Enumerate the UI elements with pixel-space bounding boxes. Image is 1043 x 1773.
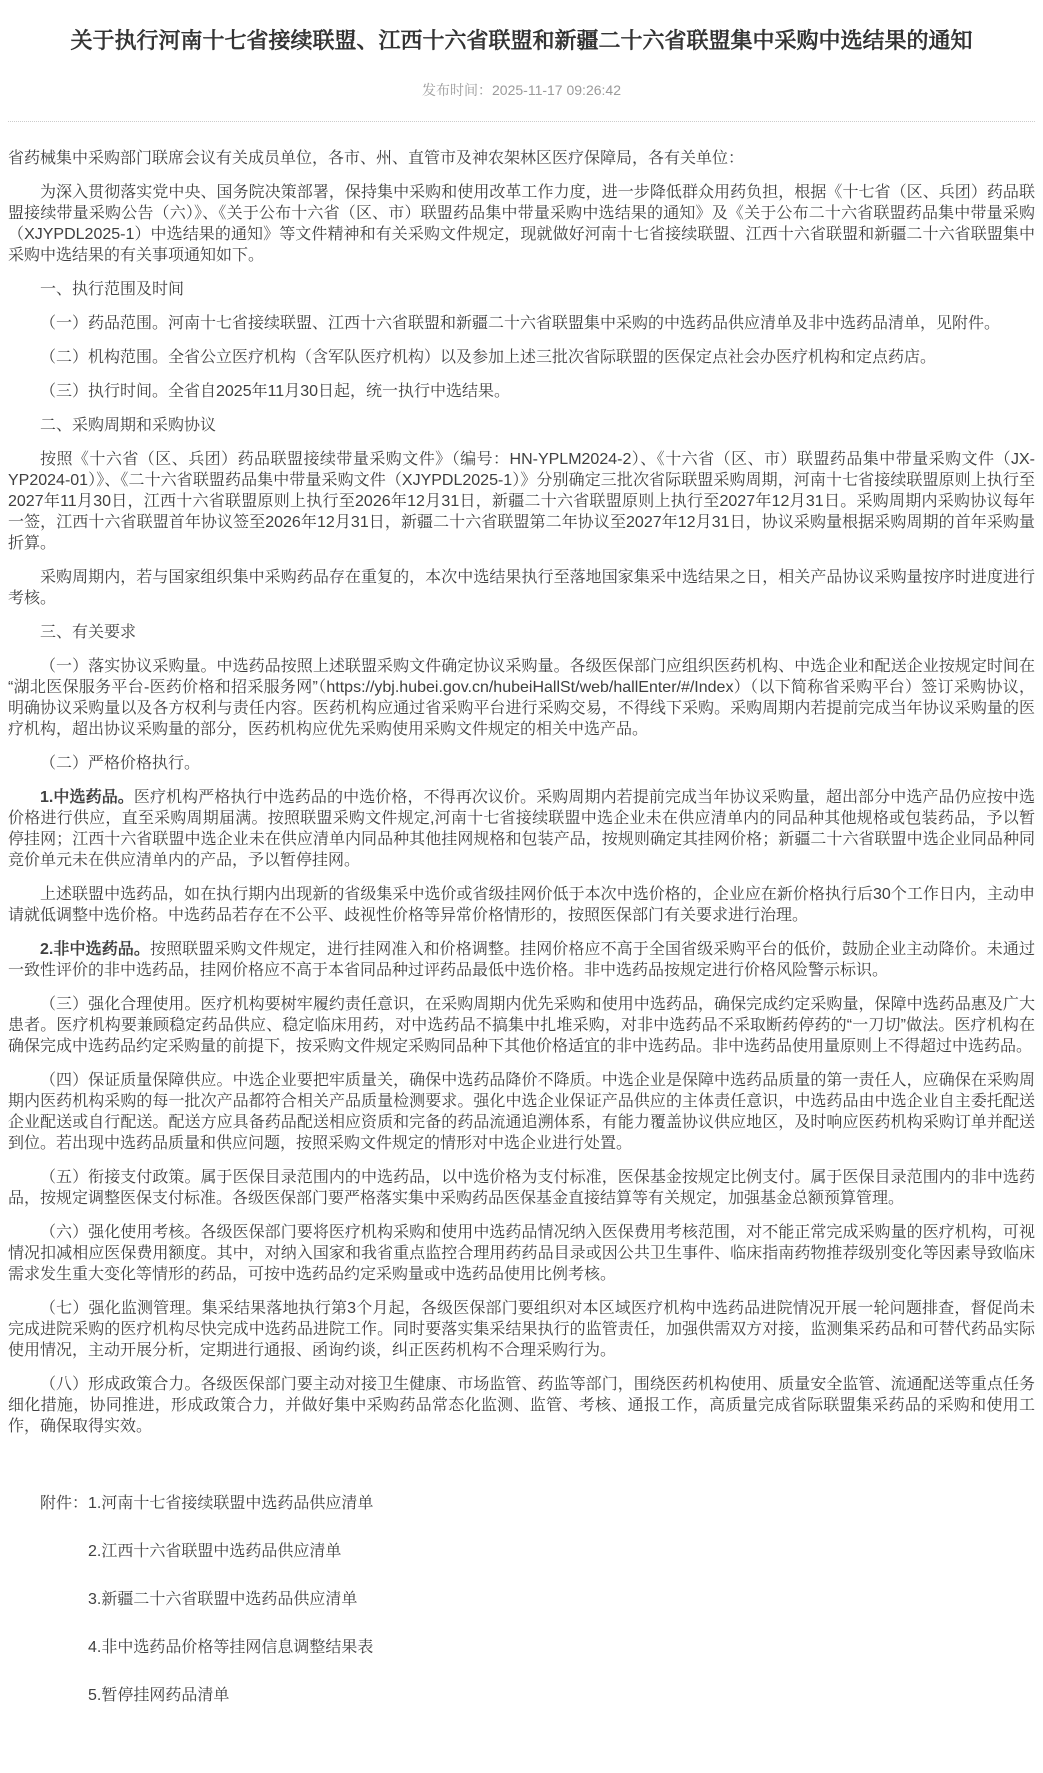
paragraph: 为深入贯彻落实党中央、国务院决策部署，保持集中采购和使用改革工作力度，进一步降低群众用药负担，根据《十七省（区、兵团）药品联盟接续带量采购公告（六）》、《关于公布十六省（区、市）联盟药品集中带量采购中选结果的通知》及《关于公布二十六省联盟药品集中带量采购（XJYPDL2025-1）中选结果的通知》等文件精神和有关采购文件规定，现就做好河南十七省接续联盟、江西十六省联盟和新疆二十六省联盟集中采购中选结果的有关事项通知如下。	[8, 184, 1035, 264]
dotted-divider	[8, 120, 1035, 122]
attachment-item: 1.河南十七省接续联盟中选药品供应清单	[88, 1495, 374, 1512]
section-heading: 三、有关要求	[40, 624, 137, 641]
paragraph: 按照《十六省（区、兵团）药品联盟接续带量采购文件》（编号：HN-YPLM2024-2）、《十六省（区、市）联盟药品集中带量采购文件（JX-YP2024-01）》、《二十六省联盟药品集中带量采购文件（XJYPDL2025-1）》分别确定三批次省际联盟采购周期，河南十七省接续联盟原则上执行至2027年11月30日，江西十六省联盟原则上执行至2026年12月31日，新疆二十六省联盟原则上执行至2027年12月31日。采购周期内采购协议每年一签，江西十六省联盟首年协议签至2026年12月31日，新疆二十六省联盟第二年协议至2027年12月31日，协议采购量根据采购周期的首年采购量折算。	[8, 451, 1035, 552]
attachment-list	[88, 1493, 1035, 1733]
paragraph: 2.非中选药品。按照联盟采购文件规定，进行挂网准入和价格调整。挂网价格应不高于全国省级采购平台的低价，鼓励企业主动降价。未通过一致性评价的非中选药品，挂网价格应不高于本省同品种过评药品最低中选价格。非中选药品按规定进行价格风险警示标识。	[8, 941, 1035, 979]
paragraph: （二）严格价格执行。	[40, 755, 201, 772]
paragraph: （三）强化合理使用。医疗机构要树牢履约责任意识，在采购周期内优先采购和使用中选药品，确保完成约定采购量，保障中选药品惠及广大患者。医疗机构要兼顾稳定药品供应、稳定临床用药，对中选药品不搞集中扎堆采购，对非中选药品不采取断药停药的“一刀切”做法。医疗机构在确保完成中选药品约定采购量的前提下，按采购文件规定采购同品种下其他价格适宜的非中选药品。非中选药品使用量原则上不得超过中选药品。	[8, 996, 1035, 1055]
article-body	[8, 148, 1035, 1437]
publish-time	[8, 80, 1035, 100]
attachment-item: 3.新疆二十六省联盟中选药品供应清单	[88, 1591, 358, 1608]
attachment-item: 2.江西十六省联盟中选药品供应清单	[88, 1543, 342, 1560]
publish-time-value: 2025-11-17 09:26:42	[492, 82, 621, 98]
page-title: 关于执行河南十七省接续联盟、江西十六省联盟和新疆二十六省联盟集中采购中选结果的通知	[70, 28, 973, 53]
paragraph: （三）执行时间。全省自2025年11月30日起，统一执行中选结果。	[40, 383, 511, 400]
section-heading: 二、采购周期和采购协议	[40, 417, 217, 434]
attachment-label: 附件：	[40, 1495, 89, 1512]
paragraph: （二）机构范围。全省公立医疗机构（含军队医疗机构）以及参加上述三批次省际联盟的医保定点社会办医疗机构和定点药店。	[40, 349, 937, 366]
paragraph: （六）强化使用考核。各级医保部门要将医疗机构采购和使用中选药品情况纳入医保费用考核范围，对不能正常完成采购量的医疗机构，可视情况扣减相应医保费用额度。其中，对纳入国家和我省重点监控合理用药药品目录或因公共卫生事件、临床指南药物推荐级别变化等因素导致临床需求发生重大变化等情形的药品，可按中选药品约定采购量或中选药品使用比例考核。	[8, 1224, 1035, 1283]
publish-time-label: 发布时间：	[422, 82, 493, 98]
paragraph: （七）强化监测管理。集采结果落地执行第3个月起，各级医保部门要组织对本区域医疗机构中选药品进院情况开展一轮问题排查，督促尚未完成进院采购的医疗机构尽快完成中选药品进院工作。同时要落实集采结果执行的监管责任，加强供需双方对接，监测集采药品和可替代药品实际使用情况，主动开展分析，定期进行通报、函询约谈，纠正医药机构不合理采购行为。	[8, 1300, 1035, 1359]
section-heading: 一、执行范围及时间	[40, 281, 185, 298]
attachment-item: 4.非中选药品价格等挂网信息调整结果表	[88, 1639, 374, 1656]
paragraph: 上述联盟中选药品，如在执行期内出现新的省级集采中选价或省级挂网价低于本次中选价格的，企业应在新价格执行后30个工作日内，主动申请就低调整中选价格。中选药品若存在不公平、歧视性价格等异常价格情形的，按照医保部门有关要求进行治理。	[8, 886, 1035, 924]
paragraph: （八）形成政策合力。各级医保部门要主动对接卫生健康、市场监管、药监等部门，围绕医药机构使用、质量安全监管、流通配送等重点任务细化措施，协同推进，形成政策合力，并做好集中采购药品常态化监测、监管、考核、通报工作，高质量完成省际联盟集采药品的采购和使用工作，确保取得实效。	[8, 1376, 1035, 1435]
paragraph: 采购周期内，若与国家组织集中采购药品存在重复的，本次中选结果执行至落地国家集采中选结果之日，相关产品协议采购量按序时进度进行考核。	[8, 569, 1035, 607]
paragraph: （四）保证质量保障供应。中选企业要把牢质量关，确保中选药品降价不降质。中选企业是保障中选药品质量的第一责任人，应确保在采购周期内医药机构采购的每一批次产品都符合相关产品质量检测要求。强化中选企业保证产品供应的主体责任意识，中选药品由中选企业自主委托配送企业配送或自行配送。配送方应具备药品配送相应资质和完备的药品流通追溯体系，有能力覆盖协议供应地区，及时响应医药机构采购订单并配送到位。若出现中选药品质量和供应问题，按照采购文件规定的情形对中选企业进行处置。	[8, 1072, 1035, 1152]
paragraph: （一）落实协议采购量。中选药品按照上述联盟采购文件确定协议采购量。各级医保部门应组织医药机构、中选企业和配送企业按规定时间在“湖北医保服务平台-医药价格和招采服务网”（https://ybj.hubei.gov.cn/hubeiHallSt/web/hallEnter/#/Index）（以下简称省采购平台）签订采购协议，明确协议采购量以及各方权利与责任内容。医药机构应通过省采购平台进行采购交易，不得线下采购。采购周期内若提前完成当年协议采购量的医疗机构，超出协议采购量的部分，医药机构应优先采购使用采购文件规定的相关中选产品。	[8, 658, 1035, 738]
paragraph: （一）药品范围。河南十七省接续联盟、江西十六省联盟和新疆二十六省联盟集中采购的中选药品供应清单及非中选药品清单，见附件。	[40, 315, 1001, 332]
paragraph: 省药械集中采购部门联席会议有关成员单位，各市、州、直管市及神农架林区医疗保障局，各有关单位：	[8, 150, 745, 167]
paragraph-lead: 1.中选药品。	[40, 789, 134, 806]
paragraph-lead: 2.非中选药品。	[40, 941, 150, 958]
paragraph: （五）衔接支付政策。属于医保目录范围内的中选药品，以中选价格为支付标准，医保基金按规定比例支付。属于医保目录范围内的非中选药品，按规定调整医保支付标准。各级医保部门要严格落实集中采购药品医保基金直接结算等有关规定，加强基金总额预算管理。	[8, 1169, 1035, 1207]
attachment-item: 5.暂停挂网药品清单	[88, 1687, 230, 1704]
paragraph: 1.中选药品。医疗机构严格执行中选药品的中选价格，不得再次议价。采购周期内若提前完成当年协议采购量，超出部分中选产品仍应按中选价格进行供应，直至采购周期届满。按照联盟采购文件规定,河南十七省接续联盟中选企业未在供应清单内的同品种其他规格或包装药品，予以暂停挂网；江西十六省联盟中选企业未在供应清单内同品种其他挂网规格和包装产品，按规则确定其挂网价格；新疆二十六省联盟中选企业同品种同竞价单元未在供应清单内的产品，予以暂停挂网。	[8, 789, 1035, 869]
attachments	[8, 1493, 1035, 1733]
